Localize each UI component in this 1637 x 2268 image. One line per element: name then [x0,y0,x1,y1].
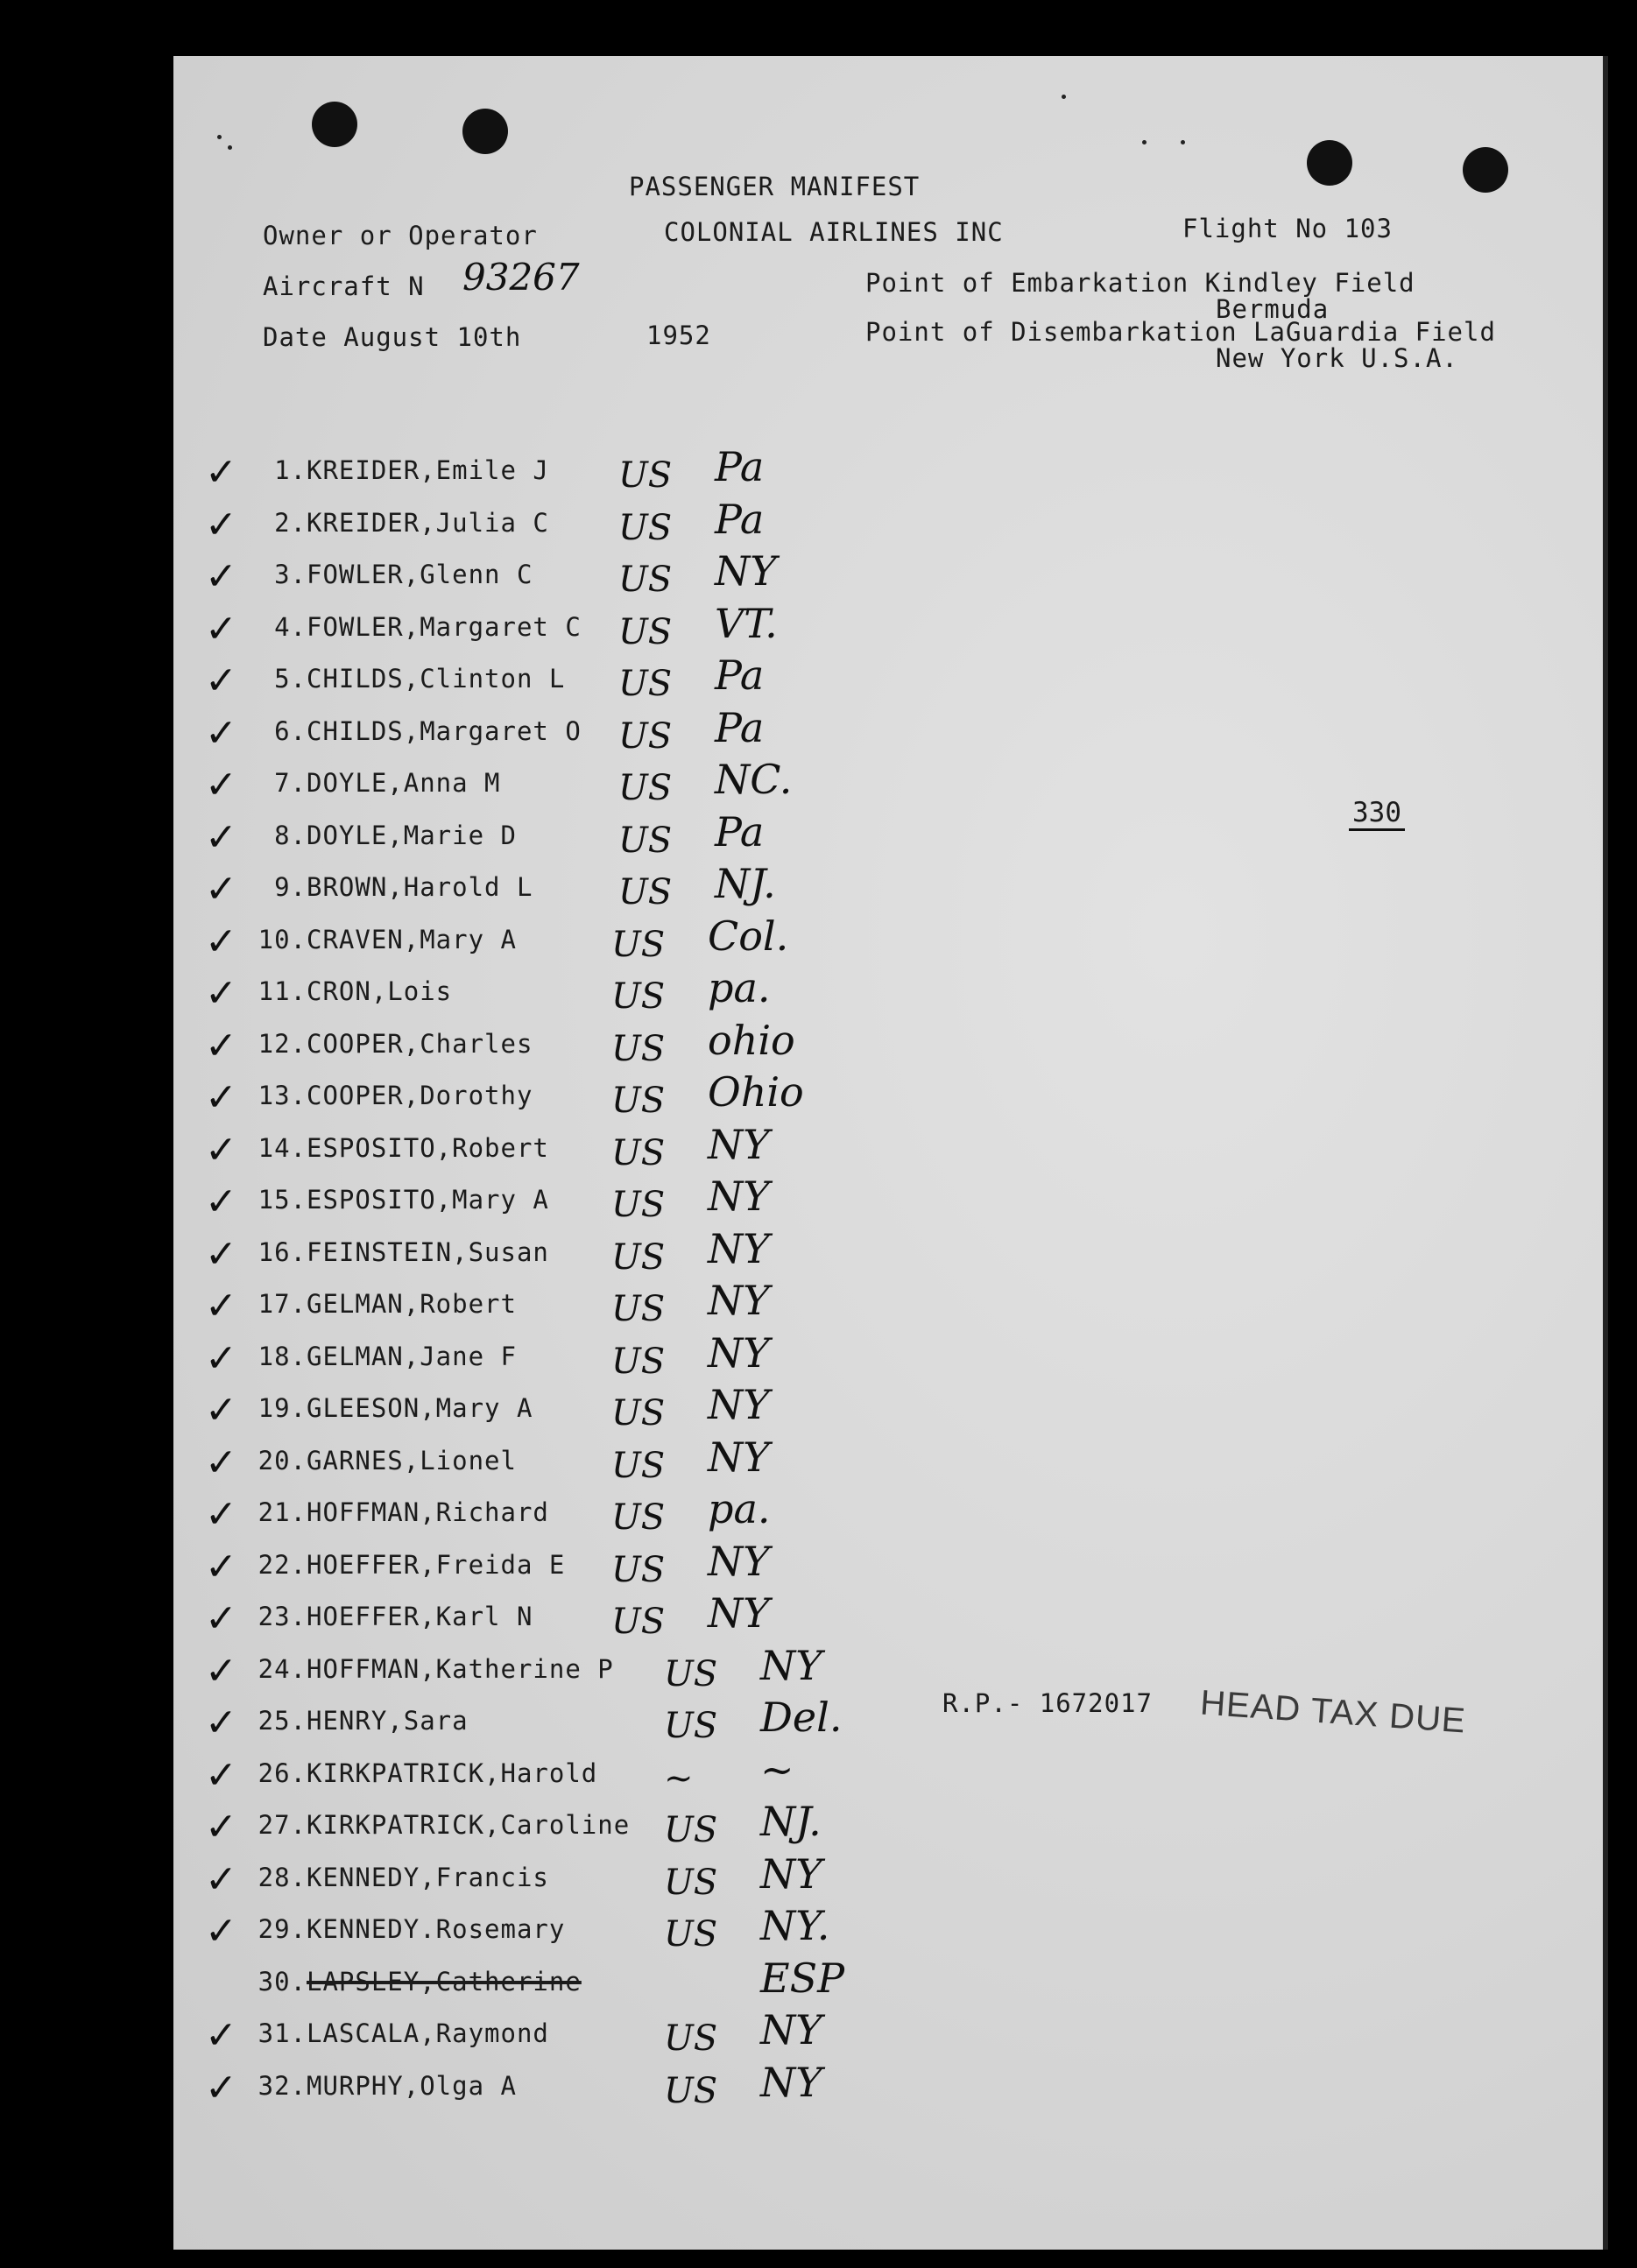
speck [217,135,222,139]
check-mark-icon: ✓ [205,1544,237,1589]
passenger-name: KREIDER,Julia C [307,507,549,538]
passenger-name: CRON,Lois [307,976,453,1006]
passenger-row [173,1277,1603,1338]
passenger-row [173,1849,1603,1912]
check-mark-icon: ✓ [205,1805,237,1849]
check-mark-icon: ✓ [205,659,237,703]
passenger-name: DOYLE,Anna M [307,768,501,798]
residence-state: NY [708,1277,770,1324]
passenger-name: GELMAN,Robert [307,1289,517,1319]
residence-state: VT. [715,599,778,647]
speck [228,145,232,150]
passenger-name: KREIDER,Emile J [307,455,549,485]
passenger-name: BROWN,Harold L [307,872,533,902]
passenger-name: KENNEDY,Francis [307,1862,549,1892]
aircraft-number: 93267 [462,256,580,299]
row-number: 7. [274,768,307,798]
year: 1952 [646,320,711,350]
disembarkation-place: New York U.S.A. [1216,343,1458,373]
passenger-name: KIRKPATRICK,Caroline [307,1810,631,1840]
check-mark-icon: ✓ [205,1023,237,1068]
check-mark-icon: ✓ [205,1284,237,1328]
residence-state: Pa [715,443,765,490]
nationality: US [611,1028,666,1069]
nationality: US [611,1549,666,1590]
row-number: 15. [258,1185,307,1215]
residence-state: NC. [715,756,793,803]
residence-state: Pa [715,652,765,699]
residence-state: Ohio [708,1068,804,1116]
residence-state: NY [715,547,777,595]
row-number: 4. [274,611,307,642]
row-number: 10. [258,924,307,954]
passenger-name: COOPER,Dorothy [307,1081,533,1110]
passenger-name: GARNES,Lionel [307,1445,517,1476]
check-mark-icon: ✓ [205,1388,237,1433]
check-mark-icon: ✓ [205,450,237,495]
row-number: 25. [258,1706,307,1736]
check-mark-icon: ✓ [205,1856,237,1902]
residence-state: NY [708,1328,770,1377]
passenger-row [173,1745,1603,1807]
passenger-row [173,1381,1603,1442]
passenger-name: LAPSLEY,Catherine [307,1966,582,1997]
row-number: 12. [258,1028,307,1059]
check-mark-icon: ✓ [205,502,237,547]
residence-state: NY [708,1224,770,1272]
residence-state: ESP [760,1954,845,2002]
nationality: US [618,820,673,861]
nationality: US [618,715,673,757]
nationality: US [611,1185,666,1225]
operator-name: COLONIAL AIRLINES INC [664,217,1004,247]
row-number: 13. [258,1081,307,1110]
passenger-name: HOFFMAN,Richard [307,1497,549,1527]
check-mark-icon: ✓ [205,606,237,652]
passenger-row [173,1016,1603,1078]
nationality: US [611,1602,666,1642]
embarkation: Point of Embarkation Kindley Field [865,268,1415,298]
residence-state: NY [708,1537,770,1585]
row-number: 21. [258,1497,307,1527]
check-mark-icon: ✓ [205,971,237,1016]
passenger-row [173,1954,1603,2016]
nationality: US [664,1914,718,1955]
passenger-name: FEINSTEIN,Susan [307,1236,549,1267]
nationality: US [618,872,673,912]
passenger-row [173,2006,1603,2067]
punch-hole [1463,147,1508,193]
residence-state: NY. [760,1902,830,1949]
passenger-name: FOWLER,Margaret C [307,611,582,642]
check-mark-icon: ✓ [205,1127,237,1173]
punch-hole [462,109,508,154]
row-number: 22. [258,1549,307,1580]
date-label: Date August 10th [263,322,522,352]
row-number: 3. [274,560,307,589]
nationality: US [618,768,673,808]
row-number: 8. [274,820,307,850]
check-mark-icon: ✓ [205,867,237,912]
punch-hole [1307,140,1352,186]
punch-hole [312,102,357,147]
residence-state: NJ. [760,1798,822,1845]
check-mark-icon: ✓ [205,1180,237,1224]
nationality: US [611,1445,666,1486]
nationality: US [611,1132,666,1173]
residence-state: NY [708,1381,770,1428]
check-mark-icon: ✓ [205,1440,237,1485]
row-number: 30. [258,1966,307,1997]
embarkation-place: Bermuda [1216,294,1330,324]
row-number: 24. [258,1653,307,1684]
passenger-name: GELMAN,Jane F [307,1341,517,1371]
residence-state: NY [708,1120,770,1168]
nationality: US [618,664,673,704]
head-tax-stamp: HEAD TAX DUE [1198,1683,1468,1741]
passenger-row [173,1485,1603,1546]
residence-state: NY [708,1433,770,1481]
passenger-row [173,599,1603,661]
nationality: US [611,976,666,1017]
residence-state: NJ. [715,860,776,907]
check-mark-icon: ✓ [205,1335,237,1381]
passenger-name: LASCALA,Raymond [307,2018,549,2048]
row-number: 9. [274,872,307,902]
nationality: US [611,1289,666,1329]
residence-state: ohio [708,1016,795,1064]
passenger-row [173,1589,1603,1651]
row-number: 20. [258,1445,307,1476]
row-number: 16. [258,1236,307,1267]
row-number: 6. [274,715,307,746]
passenger-row [173,912,1603,974]
check-mark-icon: ✓ [205,1909,237,1954]
check-mark-icon: ✓ [205,554,237,599]
residence-state: NY [708,1589,770,1637]
nationality: US [618,560,673,600]
passenger-row [173,495,1603,557]
passenger-name: CHILDS,Margaret O [307,715,582,746]
passenger-name: ESPOSITO,Mary A [307,1185,549,1215]
passenger-name: HENRY,Sara [307,1706,469,1736]
row-number: 28. [258,1862,307,1892]
row-number: 14. [258,1132,307,1163]
passenger-row [173,1433,1603,1495]
row-number: 18. [258,1341,307,1371]
passenger-row [173,1902,1603,1963]
passenger-row [173,964,1603,1025]
check-mark-icon: ✓ [205,763,237,807]
check-mark-icon: ✓ [205,919,237,964]
passenger-row [173,1068,1603,1130]
residence-state: Col. [708,912,789,960]
row-number: 32. [258,2070,307,2101]
passenger-row [173,1641,1603,1703]
residence-state: NY [760,2058,822,2106]
check-mark-icon: ✓ [205,1492,237,1537]
owner-label: Owner or Operator [263,221,538,250]
passenger-row [173,1798,1603,1859]
nationality: US [664,1810,718,1850]
passenger-name: HOEFFER,Freida E [307,1549,566,1580]
speck [1142,140,1147,144]
passenger-name: HOFFMAN,Katherine P [307,1653,614,1684]
nationality: US [611,1081,666,1121]
passenger-row [173,1537,1603,1599]
check-mark-icon: ✓ [205,2065,237,2110]
check-mark-icon: ✓ [205,1596,237,1641]
residence-state: NY [708,1173,770,1220]
speck [1181,140,1185,144]
residence-state: Pa [715,807,765,856]
passenger-row [173,860,1603,921]
passenger-name: KIRKPATRICK,Harold [307,1757,598,1788]
manifest-title: PASSENGER MANIFEST [629,172,921,201]
check-mark-icon: ✓ [205,1701,237,1745]
aircraft-label: Aircraft N [263,271,425,301]
passenger-name: COOPER,Charles [307,1028,533,1059]
nationality: US [611,1497,666,1538]
passenger-name: DOYLE,Marie D [307,820,517,850]
check-mark-icon: ✓ [205,1075,237,1120]
nationality: US [611,1236,666,1278]
residence-state: Pa [715,495,765,543]
flight-number: Flight No 103 [1182,214,1393,243]
disembarkation: Point of Disembarkation LaGuardia Field [865,317,1496,347]
nationality: US [618,507,673,548]
nationality: US [664,1653,718,1694]
check-mark-icon: ✓ [205,814,237,860]
nationality: US [611,924,666,965]
row-number: 23. [258,1602,307,1631]
passenger-row [173,703,1603,765]
passenger-name: KENNEDY.Rosemary [307,1914,566,1944]
row-number: 19. [258,1393,307,1423]
nationality: US [611,1341,666,1382]
row-number: 11. [258,976,307,1006]
nationality: US [664,2018,718,2059]
passenger-name: MURPHY,Olga A [307,2070,517,2101]
row-number: 1. [274,455,307,485]
row-number: 29. [258,1914,307,1944]
residence-state: Pa [715,703,765,751]
nationality: US [611,1393,666,1433]
residence-state: pa. [708,964,771,1011]
check-mark-icon: ✓ [205,1648,237,1694]
check-mark-icon: ✓ [205,1231,237,1277]
passenger-row [173,1224,1603,1286]
passenger-name: CRAVEN,Mary A [307,924,517,954]
passenger-name: HOEFFER,Karl N [307,1602,533,1631]
nationality: US [664,2070,718,2111]
passenger-name: ESPOSITO,Robert [307,1132,549,1163]
nationality: US [618,455,673,496]
residence-state: Del. [760,1694,843,1741]
passenger-name: GLEESON,Mary A [307,1393,533,1423]
check-mark-icon: ✓ [205,1752,237,1798]
nationality: US [664,1862,718,1903]
speck [1062,95,1066,99]
passenger-row [173,1120,1603,1182]
residence-state: pa. [708,1485,771,1532]
passenger-row [173,443,1603,504]
page-number: 330 [1349,797,1405,831]
passenger-row [173,652,1603,713]
nationality: ~ [664,1757,694,1799]
row-number: 27. [258,1810,307,1840]
residence-state: NY [760,1849,822,1898]
row-number: 5. [274,664,307,694]
row-number: 26. [258,1757,307,1788]
residence-state: ~ [760,1745,794,1793]
passenger-name: CHILDS,Clinton L [307,664,566,694]
passenger-row [173,2058,1603,2120]
passenger-row [173,1173,1603,1234]
row-number: 31. [258,2018,307,2048]
residence-state: NY [760,2006,822,2053]
check-mark-icon: ✓ [205,2013,237,2058]
check-mark-icon: ✓ [205,710,237,756]
row-number: 17. [258,1289,307,1319]
nationality: US [618,611,673,652]
nationality: US [664,1706,718,1746]
row-number: 2. [274,507,307,538]
manifest-sheet [173,56,1608,2250]
residence-state: NY [760,1641,822,1689]
passenger-row [173,1328,1603,1391]
passenger-row [173,547,1603,609]
rp-number: R.P.- 1672017 [942,1688,1153,1718]
passenger-name: FOWLER,Glenn C [307,560,533,589]
